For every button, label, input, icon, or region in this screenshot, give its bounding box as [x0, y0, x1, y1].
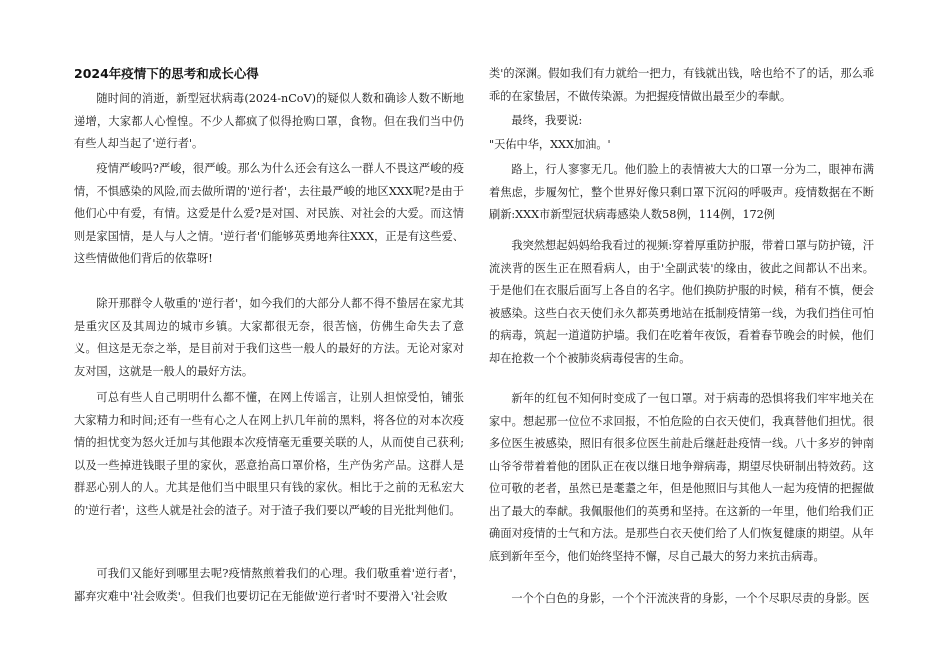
paragraph-right-4: 路上，行人寥寥无几。他们脸上的表情被大大的口罩一分为二，眼神布满着焦虑，步履匆忙，整个世界好像只剩口罩下沉闷的呼吸声。疫情数据在不断刷新:XXX市新型冠状病毒感染人数58例，114例，172例 [489, 163, 874, 221]
paragraph-left-2: 疫情严峻吗?严峻，很严峻。那么为什么还会有这么一群人不畏这严峻的疫情，不惧感染的风险,而去做所谓的'逆行者'，去往最严峻的地区XXX呢?是由于他们心中有爱，有情。这爱是什么爱?是对国、对民族、对社会的大爱。而这情则是家国情，是人与人之情。'逆行者'们能够英勇地奔往XXX，正是有这些爱、这些情做他们背后的依靠呀! [74, 162, 464, 265]
paragraph-right-5: 我突然想起妈妈给我看过的视频:穿着厚重防护服，带着口罩与防护镜，汗流浃背的医生正在照看病人，由于'全副武装'的缘由，彼此之间都认不出来。于是他们在衣服后面写上各自的名字。他们换防护服的时候，稍有不慎，便会被感染。这些白衣天使们永久都英勇地站在抵制疫情第一线，为我们挡住可怕的病毒，筑起一道道防护墙。我们在吃着年夜饭，看着春节晚会的时候，他们却在抢救一个个被肺炎病毒侵害的生命。 [489, 239, 874, 365]
paragraph-right-6: 新年的红包不知何时变成了一包口罩。对于病毒的恐惧将我们牢牢地关在家中。想起那一位位不求回报，不怕危险的白衣天使们，我真替他们担忧。很多位医生被感染，照旧有很多位医生前赴后继赶赴疫情一线。八十多岁的钟南山爷爷带着着他的团队正在夜以继日地争辩病毒，期望尽快研制出特效药。这位可敬的老者，虽然已是耄耋之年，但是他照旧与其他人一起为疫情的把握做出了最大的奉献。我佩服他们的英勇和坚持。在这新的一年里，他们给我们正确面对疫情的士气和方法。是那些白衣天使们给了人们恢复健康的期望。从年底到新年至今，他们始终坚持不懈，尽自己最大的努力来抗击病毒。 [489, 392, 874, 563]
document-title: 2024年疫情下的思考和成长心得 [74, 66, 259, 81]
paragraph-right-1: 类'的深渊。假如我们有力就给一把力，有钱就出钱，啥也给不了的话，那么乖乖的在家蛰居，不做传染源。为把握疫情做出最至少的奉献。 [489, 67, 874, 103]
paragraph-left-4: 可总有些人自己明明什么都不懂，在网上传谣言，让别人担惊受怕，铺张大家精力和时间;还有一些有心之人在网上扒几年前的黑料，将各位的对本次疫情的担忧变为怒火迁加与其他跟本次疫情毫无重要关联的人，从而使自己获利;以及一些掉进钱眼子里的家伙，恶意抬高口罩价格，生产伪劣产品。这群人是群恶心别人的人。尤其是他们当中眼里只有钱的家伙。相比于之前的无私宏大的'逆行者'，这些人就是社会的渣子。对于渣子我们要以严峻的目光批判他们。 [74, 391, 464, 517]
paragraph-left-1: 随时间的消逝，新型冠状病毒(2024-nCoV)的疑似人数和确诊人数不断地递增，大家都人心惶惶。不少人都疯了似得抢购口罩，食物。但在我们当中仍有些人却当起了'逆行者'。 [74, 92, 464, 150]
paragraph-right-2: 最终，我要说: [511, 114, 583, 127]
paragraph-right-7: 一个个白色的身影，一个个汗流浃背的身影，一个个尽职尽责的身影。医 [511, 592, 870, 605]
paragraph-left-3: 除开那群令人敬重的'逆行者'，如今我们的大部分人都不得不蛰居在家尤其是重灾区及其周边的城市乡镇。大家都很无奈，很苦恼，仿佛生命失去了意义。但这是无奈之举，是目前对于我们这些一般人的最好的方法。无论对家对友对国，这就是一般人的最好方法。 [74, 297, 464, 378]
paragraph-right-3: "天佑中华，XXX加油。' [489, 138, 611, 151]
paragraph-left-5: 可我们又能好到哪里去呢?疫情熬煎着我们的心理。我们敬重着'逆行者'，鄙弃灾难中'社会败类'。但我们也要切记在无能做'逆行者'时不要滑入'社会败 [74, 567, 464, 603]
